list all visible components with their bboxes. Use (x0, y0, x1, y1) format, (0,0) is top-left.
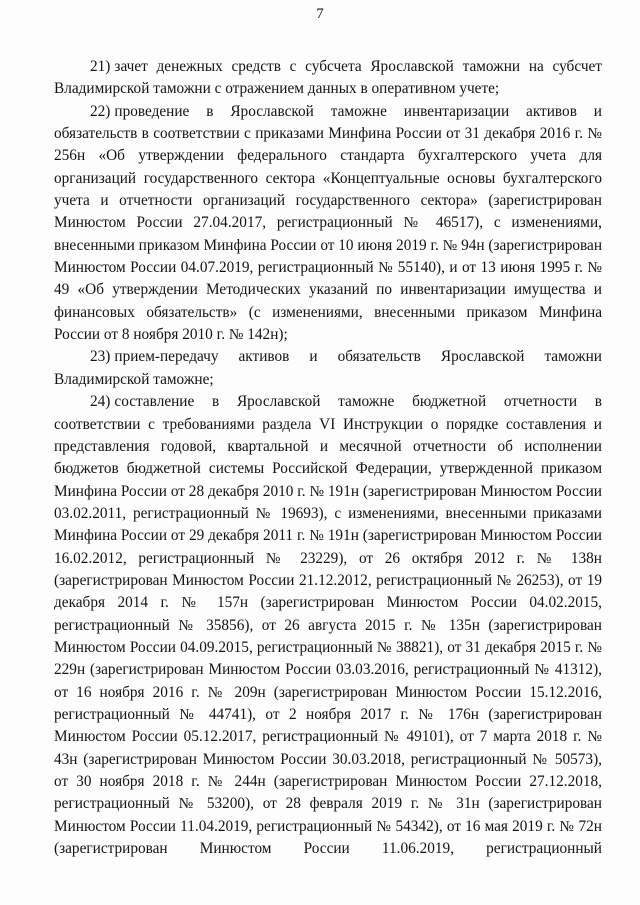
item-number: 23) (90, 348, 111, 366)
item-text: прием-передачу активов и обязательств Ярославской таможни Владимирской таможне; (54, 348, 602, 388)
list-item-21 (54, 56, 602, 101)
item-number: 21) (90, 58, 111, 75)
item-text: зачет денежных средств с субсчета Ярославской таможни на субсчет Владимирской таможни с отражением данных в оперативном учете; (54, 58, 602, 98)
document-body (54, 56, 602, 860)
list-item-23 (54, 346, 602, 391)
list-item-22 (54, 101, 602, 347)
item-number: 24) (90, 393, 111, 411)
page-number: 7 (316, 6, 324, 22)
item-text: проведение в Ярославской таможне инвентаризации активов и обязательств в соответствии с приказами Минфина России от 31 декабря 2016 г. № 256н «Об утверждении федерального стандарта бухгалтерского учета для организаций государственного сектора «Концептуальные основы бухгалтерского учета и отчетности организаций государственного сектора» (зарегистрирован Минюстом России 27.04.2017, регистрационный № 46517), с изменениями, внесенными приказом Минфина России от 10 июня 2019 г. № 94н (зарегистрирован Минюстом России 04.07.2019, регистрационный № 55140), и от 13 июня 1995 г. № 49 «Об утверждении Методических указаний по инвентаризации имущества и финансовых обязательств» (с изменениями, внесенными приказом Минфина России от 8 ноября 2010 г. № 142н); (54, 102, 603, 344)
item-text: составление в Ярославской таможне бюджетной отчетности в соответствии с требованиями раздела VI Инструкции о порядке составления и представления годовой, квартальной и месячной отчетности об исполнении бюджетов бюджетной системы Российской Федерации, утвержденной приказом Минфина России от 28 декабря 2010 г. № 191н (зарегистрирован Минюстом России 03.02.2011, регистрационный № 19693), с изменениями, внесенными приказами Минфина России от 29 декабря 2011 г. № 191н (зарегистрирован Минюстом России 16.02.2012, регистрационный № 23229), от 26 октября 2012 г. № 138н (зарегистрирован Минюстом России 21.12.2012, регистрационный № 26253), от 19 декабря 2014 г. № 157н (зарегистрирован Минюстом России 04.02.2015, регистрационный № 35856), от 26 августа 2015 г. № 135н (зарегистрирован Минюстом России 04.09.2015, регистрационный № 38821), от 31 декабря 2015 г. № 229н (зарегистрирован Минюстом России 03.03.2016, регистрационный № 41312), от 16 ноября 2016 г. № 209н (зарегистрирован Минюстом России 15.12.2016, регистрационный № 44741), от 2 ноября 2017 г. № 176н (зарегистрирован Минюстом России 05.12.2017, регистрационный № 49101), от 7 марта 2018 г. № 43н (зарегистрирован Минюстом России 30.03.2018, регистрационный № 50573), от 30 ноября 2018 г. № 244н (зарегистрирован Минюстом России 27.12.2018, регистрационный № 53200), от 28 февраля 2019 г. № 31н (зарегистрирован Минюстом России 11.04.2019, регистрационный № 54342), от 16 мая 2019 г. № 72н (зарегистрирован Минюстом России 11.06.2019, регистрационный (54, 393, 602, 858)
list-item-24 (54, 391, 602, 860)
item-number: 22) (90, 102, 111, 120)
